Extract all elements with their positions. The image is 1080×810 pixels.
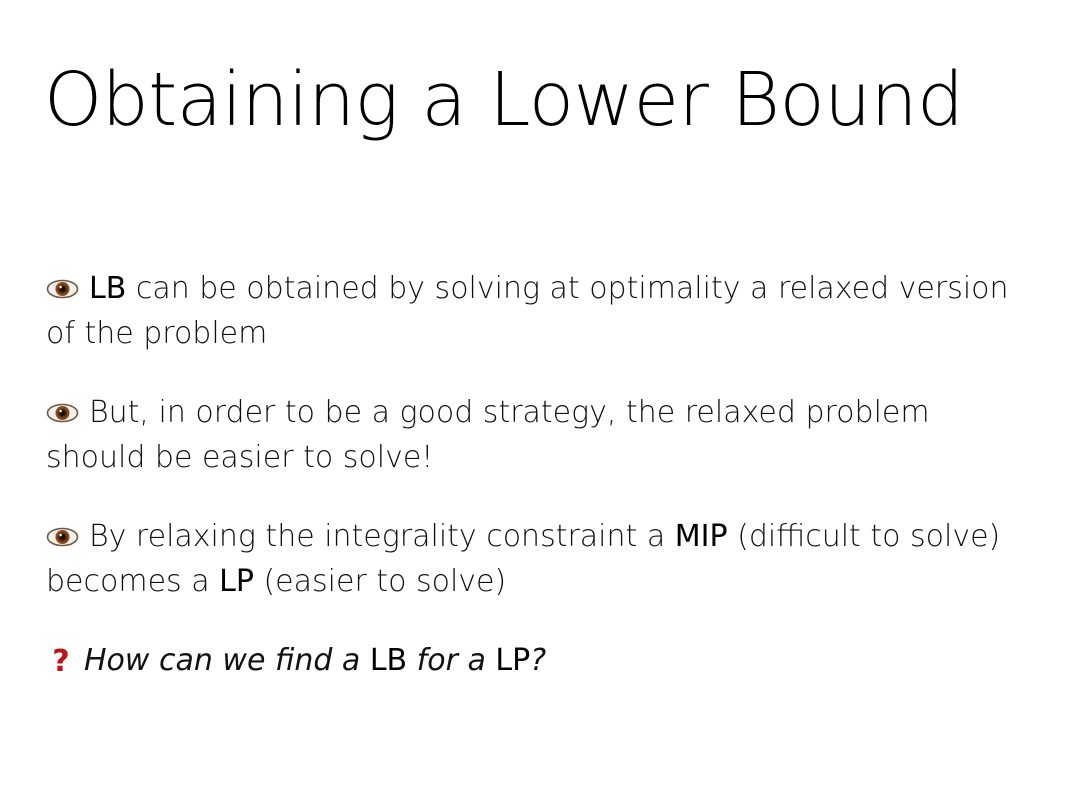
eye-icon	[46, 403, 79, 423]
bullet-list	[46, 266, 1036, 718]
question-seg-4: ?	[530, 643, 547, 678]
bullet-3-seg-0: By relaxing the integrality constraint a	[89, 519, 675, 554]
bullet-item-1	[46, 266, 1036, 356]
eye-icon	[46, 527, 79, 547]
bullet-3-seg-2: (difficult to solve) becomes a	[46, 519, 1001, 599]
slide-title: Obtaining a Lower Bound	[44, 57, 964, 143]
bullet-3-seg-3: LP	[219, 564, 254, 599]
question-seg-3: LP	[495, 643, 531, 678]
bullet-1-seg-1: can be obtained by solving at optimality a relaxed version of the problem	[46, 271, 1009, 351]
question-seg-1: LB	[369, 643, 408, 678]
question-seg-2: for a	[407, 643, 496, 678]
bullet-item-3	[46, 514, 1036, 604]
bullet-3-seg-1: MIP	[674, 519, 728, 554]
bullet-3-seg-4: (easier to solve)	[253, 564, 507, 599]
bullet-item-2	[46, 390, 1036, 480]
question-mark-icon: ?	[52, 644, 70, 679]
bullet-1-seg-0: LB	[89, 271, 127, 306]
eye-icon	[46, 279, 79, 299]
question-item	[46, 638, 1036, 684]
bullet-2-seg-0: But, in order to be a good strategy, the relaxed problem should be easier to solve!	[46, 395, 930, 475]
question-seg-0: How can we find a	[84, 643, 370, 678]
